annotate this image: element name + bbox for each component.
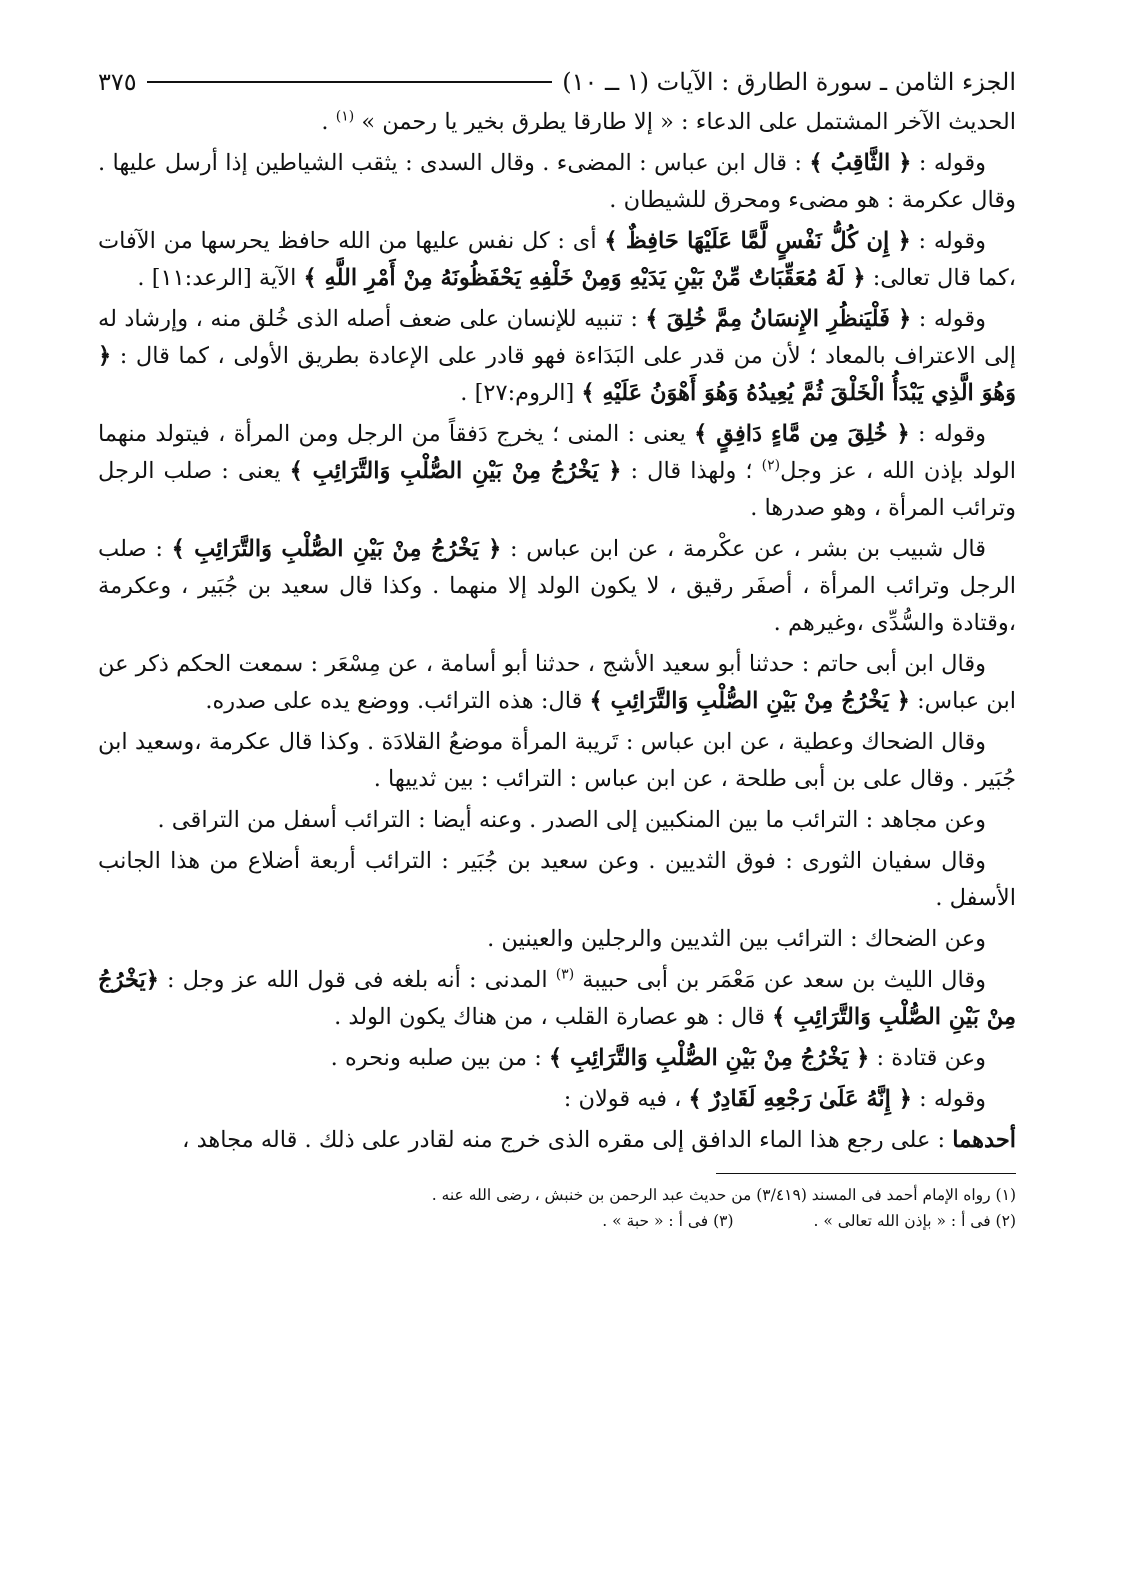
quran-verse: ﴿ يَخْرُجُ مِنْ بَيْنِ الصُّلْبِ وَالتَّرَائِبِ ﴾ (589, 688, 910, 714)
body-text (98, 104, 1016, 1159)
text-run: الحديث الآخر المشتمل على الدعاء : « إلا طارقا يطرق بخير يا رحمن » (354, 109, 1016, 135)
text-run: وقال سفيان الثورى : فوق الثديين . وعن سعيد بن جُبَير : الترائب أربعة أضلاع من هذا الجانب الأسفل . (98, 848, 1016, 911)
text-run: ، فيه قولان : (563, 1086, 689, 1112)
paragraph (98, 724, 1016, 798)
quran-verse: أحدهما (952, 1127, 1016, 1153)
text-run: أى : كل نفس عليها من الله حافظ يحرسها من الآفات ،كما قال تعالى: (98, 228, 1016, 291)
text-run: وعن قتادة : (869, 1045, 986, 1071)
paragraph (98, 531, 1016, 642)
paragraph (98, 104, 1016, 141)
paragraph (98, 301, 1016, 412)
text-run: : تنبيه للإنسان على ضعف أصله الذى خُلق منه ، وإرشاد له إلى الاعتراف بالمعاد ؛ لأن من قدر على البَدَاءة فهو قادر على الإعادة بطريق الأولى ، كما قال : (98, 306, 1016, 369)
footnotes (98, 1182, 1016, 1234)
quran-verse: ﴿ فَلْيَنظُرِ الإِنسَانُ مِمَّ خُلِقَ ﴾ (645, 306, 912, 332)
text-run: يعنى : صلب الرجل وترائب المرأة ، وهو صدرها . (98, 458, 1016, 521)
text-run: الآية [الرعد:١١] . (137, 265, 304, 291)
text-run: وقال الضحاك وعطية ، عن ابن عباس : تَريبة المرأة موضعُ القلادَة . وكذا قال عكرمة ،وسعيد ابن جُبَير . وقال على بن أبى طلحة ، عن ابن عباس : الترائب : بين ثدييها . (98, 729, 1016, 792)
quran-verse: ﴿ خُلِقَ مِن مَّاءٍ دَافِقٍ ﴾ (694, 421, 910, 447)
text-run: : صلب الرجل وترائب المرأة ، أصفَر رقيق ، لا يكون الولد إلا منهما . وكذا قال سعيد بن جُبَير ، وعكرمة ،وقتادة والسُّدِّى ،وغيرهم . (98, 536, 1016, 636)
text-run: : من بين صلبه ونحره . (330, 1045, 549, 1071)
book-page (98, 60, 1016, 1530)
paragraph (98, 962, 1016, 1036)
text-run: : على رجع هذا الماء الدافق إلى مقره الذى خرج منه لقادر على ذلك . قاله مجاهد ، (182, 1127, 953, 1153)
paragraph (98, 416, 1016, 527)
quran-verse: ﴿ إِن كُلُّ نَفْسٍ لَّمَّا عَلَيْهَا حَافِظٌ ﴾ (604, 228, 911, 254)
quran-verse: ﴿ لَهُ مُعَقِّبَاتٌ مِّنْ بَيْنِ يَدَيْهِ وَمِنْ خَلْفِهِ يَحْفَظُونَهُ مِنْ أَمْرِ اللَّهِ ﴾ (303, 265, 866, 291)
paragraph (98, 802, 1016, 839)
text-run: وقال الليث بن سعد عن مَعْمَر بن أبى حبيبة (574, 967, 986, 993)
quran-verse: ﴿ وَهُوَ الَّذِي يَبْدَأُ الْخَلْقَ ثُمَّ يُعِيدُهُ وَهُوَ أَهْوَنُ عَلَيْهِ ﴾ (98, 343, 1016, 406)
paragraph (98, 843, 1016, 917)
footnote-row (98, 1208, 1016, 1234)
quran-verse: ﴿ يَخْرُجُ مِنْ بَيْنِ الصُّلْبِ وَالتَّرَائِبِ ﴾ (548, 1045, 870, 1071)
text-run: : قال ابن عباس : المضىء . وقال السدى : يثقب الشياطين إذا أرسل عليها . وقال عكرمة : هو مضىء ومحرق للشيطان . (98, 150, 1016, 213)
header-rule (147, 81, 553, 83)
quran-verse: ﴿ يَخْرُجُ مِنْ بَيْنِ الصُّلْبِ وَالتَّرَائِبِ ﴾ (171, 536, 502, 562)
text-run: وقوله : (909, 421, 986, 447)
footnote-ref: (٣) (555, 966, 575, 983)
text-run: . (321, 109, 336, 135)
text-run: المدنى : أنه بلغه فى قول الله عز وجل : (158, 967, 556, 993)
paragraph (98, 1040, 1016, 1077)
text-run: وقال ابن أبى حاتم : حدثنا أبو سعيد الأشج ، حدثنا أبو أسامة ، عن مِسْعَر : سمعت الحكم ذكر عن ابن عباس: (98, 651, 1016, 714)
paragraph (98, 921, 1016, 958)
quran-verse: ﴿ الثَّاقِبُ ﴾ (809, 150, 912, 176)
footnote-2: (٢) فى أ : « بإذن الله تعالى » . (813, 1212, 1016, 1230)
paragraph (98, 646, 1016, 720)
running-title: الجزء الثامن ـ سورة الطارق : الآيات (١ ــ ١٠) (562, 68, 1016, 96)
text-run: قال : هو عصارة القلب ، من هناك يكون الولد . (334, 1004, 773, 1030)
paragraph (98, 223, 1016, 297)
footnote-ref: (٢) (761, 457, 781, 474)
quran-verse: ﴿ إِنَّهُ عَلَىٰ رَجْعِهِ لَقَادِرٌ ﴾ (688, 1086, 912, 1112)
page-number: ٣٧٥ (98, 68, 137, 96)
text-run: وقوله : (910, 228, 986, 254)
footnote-3: (٣) فى أ : « حبة » . (602, 1212, 734, 1230)
text-run: وعن الضحاك : الترائب بين الثديين والرجلين والعينين . (487, 926, 986, 952)
text-run: [الروم:٢٧] . (460, 380, 582, 406)
footnote-ref: (١) (335, 108, 355, 125)
text-run: ؛ ولهذا قال : (621, 458, 762, 484)
footnote-1: (١) رواه الإمام أحمد فى المسند (٣/٤١٩) من حديث عبد الرحمن بن خنبش ، رضى الله عنه . (431, 1186, 1016, 1204)
paragraph (98, 145, 1016, 219)
quran-verse: ﴿يَخْرُجُ مِنْ بَيْنِ الصُّلْبِ وَالتَّرَائِبِ ﴾ (98, 967, 1016, 1030)
text-run: قال: هذه الترائب. ووضع يده على صدره. (205, 688, 590, 714)
text-run: وعن مجاهد : الترائب ما بين المنكبين إلى الصدر . وعنه أيضا : الترائب أسفل من التراقى . (157, 807, 986, 833)
paragraph (98, 1081, 1016, 1118)
page-header (98, 60, 1016, 104)
text-run: وقوله : (911, 1086, 986, 1112)
text-run: وقوله : (911, 306, 986, 332)
paragraph (98, 1122, 1016, 1159)
footnote-rule (716, 1173, 1016, 1174)
text-run: قال شبيب بن بشر ، عن عكْرمة ، عن ابن عباس : (501, 536, 986, 562)
quran-verse: ﴿ يَخْرُجُ مِنْ بَيْنِ الصُّلْبِ وَالتَّرَائِبِ ﴾ (289, 458, 622, 484)
text-run: يعنى : المنى ؛ يخرج دَفقاً من الرجل ومن المرأة ، فيتولد منهما الولد بإذن الله ، عز وجل (98, 421, 1016, 484)
text-run: وقوله : (911, 150, 986, 176)
